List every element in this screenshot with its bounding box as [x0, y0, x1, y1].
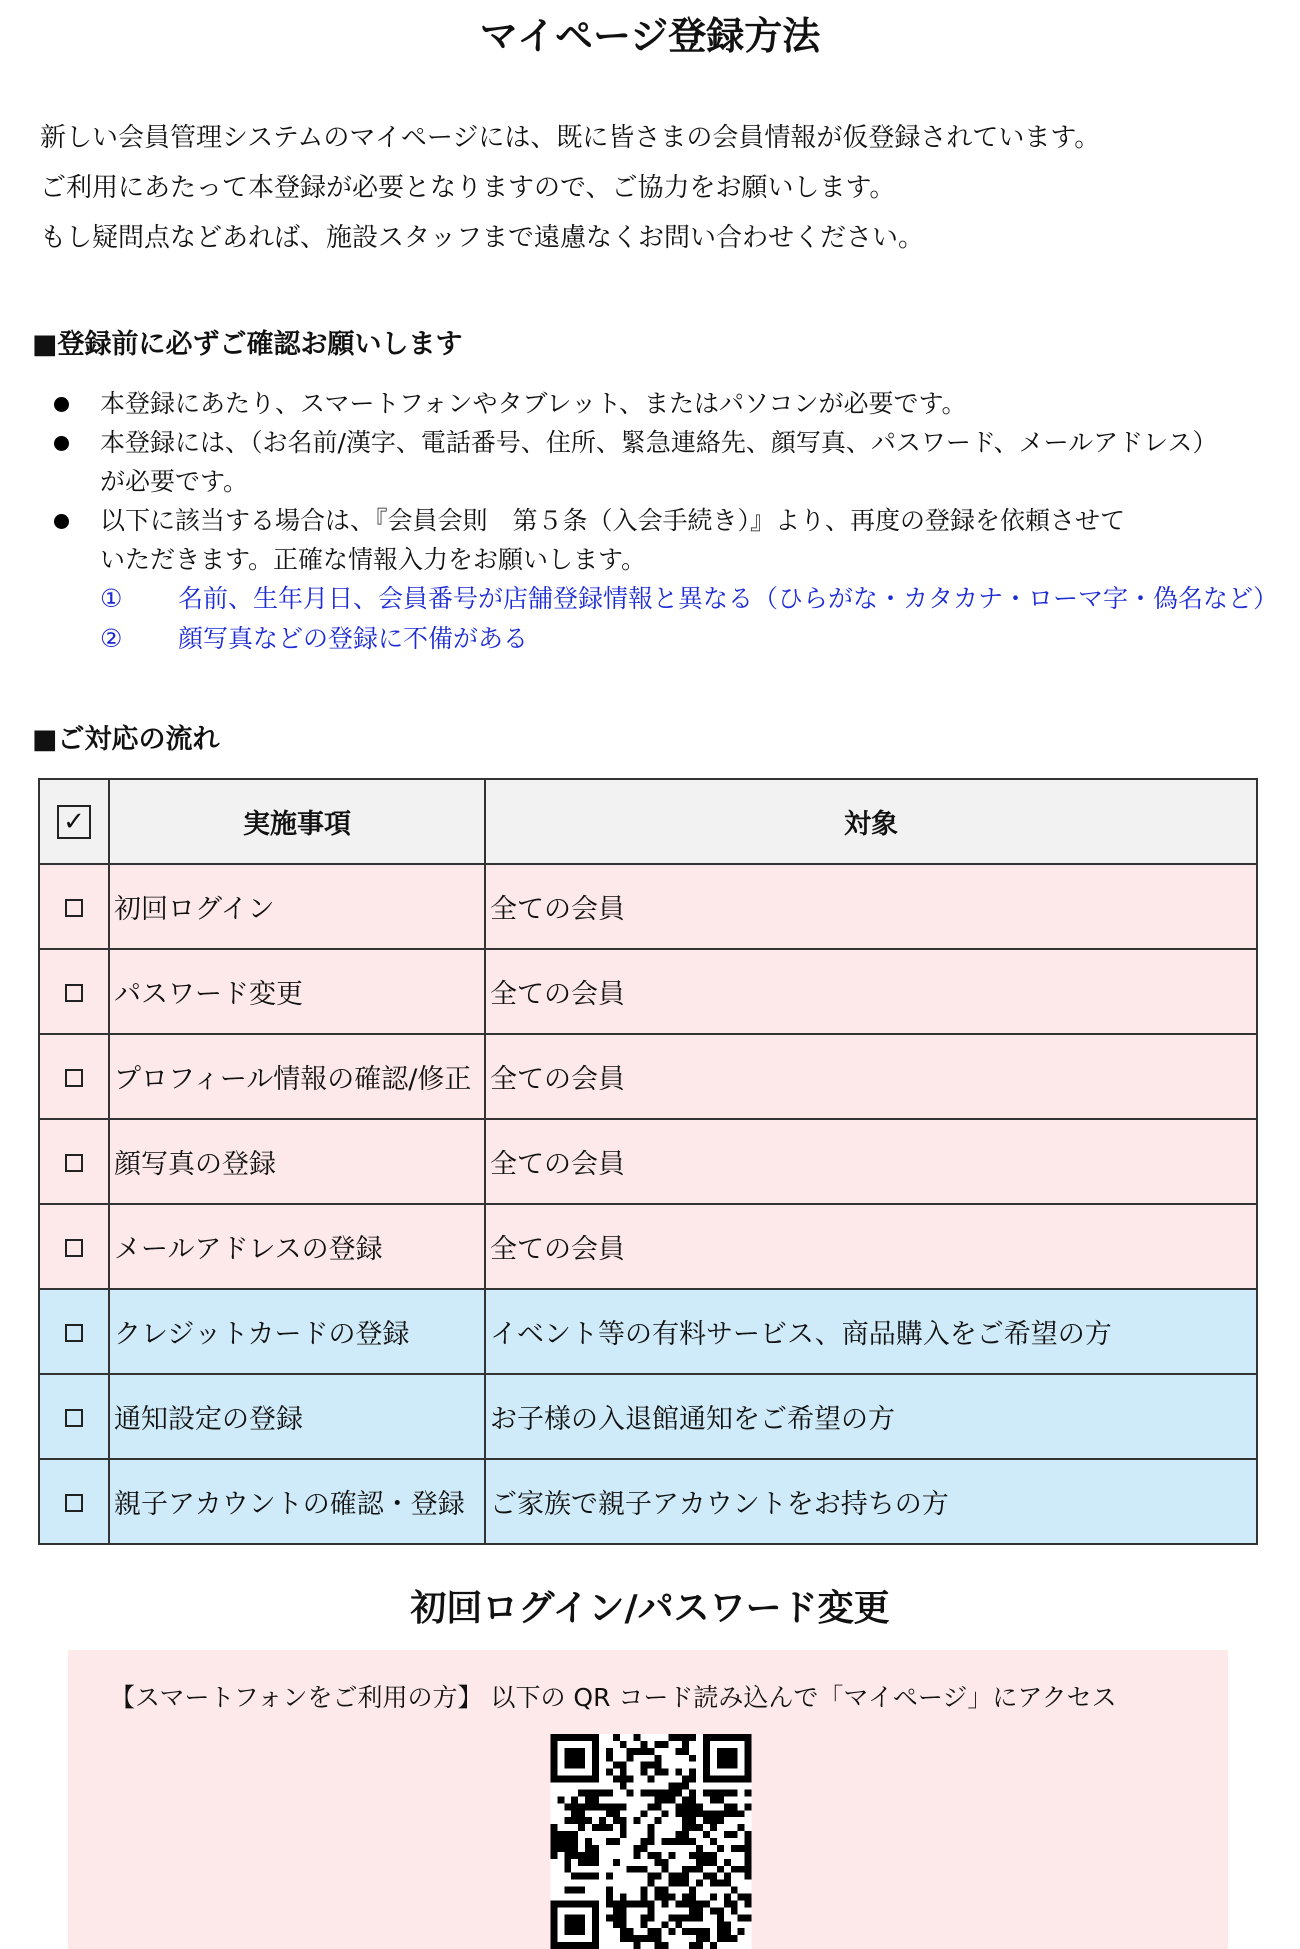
row-target: 全ての会員: [485, 1034, 1257, 1119]
row-check-cell: [39, 864, 109, 949]
row-item: クレジットカードの登録: [109, 1289, 485, 1374]
checkbox-icon[interactable]: [65, 1324, 83, 1342]
row-target: 全ての会員: [485, 1119, 1257, 1204]
login-panel: [68, 1650, 1228, 1949]
intro-text: [40, 113, 1100, 263]
bullet-item: [50, 501, 1270, 579]
login-section-title: 初回ログイン/パスワード変更: [410, 1588, 890, 1629]
row-item: プロフィール情報の確認/修正: [109, 1034, 485, 1119]
sub-item-text: 顔写真などの登録に不備がある: [178, 624, 529, 653]
bullet-line: 本登録にあたり、スマートフォンやタブレット、またはパソコンが必要です。: [100, 389, 967, 418]
sub-item: [50, 579, 1279, 619]
table-row: [39, 1204, 1257, 1289]
row-target: 全ての会員: [485, 864, 1257, 949]
table-row: [39, 1119, 1257, 1204]
row-item: メールアドレスの登録: [109, 1204, 485, 1289]
bullet-dot-icon: [54, 436, 69, 451]
confirm-heading: ■登録前に必ずご確認お願いします: [32, 329, 463, 360]
bullet-line: いただきます。正確な情報入力をお願いします。: [100, 545, 647, 574]
table-row: [39, 1034, 1257, 1119]
row-check-cell: [39, 1374, 109, 1459]
row-check-cell: [39, 1034, 109, 1119]
sub-item-number: ①: [100, 584, 123, 613]
checked-box-icon: ✓: [57, 805, 91, 839]
row-target: 全ての会員: [485, 1204, 1257, 1289]
intro-line: ご利用にあたって本登録が必要となりますので、ご協力をお願いします。: [40, 173, 896, 203]
row-check-cell: [39, 1204, 109, 1289]
header-check-cell: [39, 779, 109, 864]
table-row: [39, 949, 1257, 1034]
row-target: お子様の入退館通知をご希望の方: [485, 1374, 1257, 1459]
row-check-cell: [39, 1459, 109, 1544]
confirm-bullet-list: [50, 384, 1279, 659]
row-item: 通知設定の登録: [109, 1374, 485, 1459]
table-row: [39, 1289, 1257, 1374]
row-item: 親子アカウントの確認・登録: [109, 1459, 485, 1544]
header-item: 実施事項: [109, 779, 485, 864]
intro-line: もし疑問点などあれば、施設スタッフまで遠慮なくお問い合わせください。: [40, 223, 925, 253]
row-item: 初回ログイン: [109, 864, 485, 949]
page-title: マイページ登録方法: [479, 14, 821, 58]
intro-line: 新しい会員管理システムのマイページには、既に皆さまの会員情報が仮登録されています。: [40, 123, 1101, 153]
bullet-dot-icon: [54, 397, 69, 412]
bullet-line: 以下に該当する場合は、『会員会則 第５条（入会手続き）』より、再度の登録を依頼させて: [100, 506, 1126, 535]
bullet-item: [50, 423, 1270, 501]
checkbox-icon[interactable]: [65, 1494, 83, 1512]
bullet-line: 本登録には、（お名前/漢字、電話番号、住所、緊急連絡先、顔写真、パスワード、メールアドレス）: [100, 428, 1218, 457]
row-item: パスワード変更: [109, 949, 485, 1034]
qr-code-icon[interactable]: [550, 1734, 752, 1949]
row-target: 全ての会員: [485, 949, 1257, 1034]
row-check-cell: [39, 949, 109, 1034]
table-row: [39, 1459, 1257, 1544]
table-header-row: [39, 779, 1257, 864]
flow-heading: ■ご対応の流れ: [32, 724, 220, 755]
row-check-cell: [39, 1119, 109, 1204]
bullet-item: [50, 384, 1270, 423]
row-target: ご家族で親子アカウントをお持ちの方: [485, 1459, 1257, 1544]
sub-item-text: 名前、生年月日、会員番号が店舗登録情報と異なる（ひらがな・カタカナ・ローマ字・偽名など）: [178, 584, 1279, 613]
checkbox-icon[interactable]: [65, 1154, 83, 1172]
header-target: 対象: [485, 779, 1257, 864]
bullet-dot-icon: [54, 514, 69, 529]
row-item: 顔写真の登録: [109, 1119, 485, 1204]
checkbox-icon[interactable]: [65, 899, 83, 917]
checkbox-icon[interactable]: [65, 1409, 83, 1427]
row-target: イベント等の有料サービス、商品購入をご希望の方: [485, 1289, 1257, 1374]
sub-item-number: ②: [100, 624, 123, 653]
table-row: [39, 864, 1257, 949]
bullet-line: が必要です。: [100, 467, 249, 496]
checkbox-icon[interactable]: [65, 1069, 83, 1087]
qr-caption: 【スマートフォンをご利用の方】 以下の QR コード読み込んで「マイページ」にアクセス: [110, 1683, 1117, 1712]
checkbox-icon[interactable]: [65, 984, 83, 1002]
checkbox-icon[interactable]: [65, 1239, 83, 1257]
row-check-cell: [39, 1289, 109, 1374]
table-row: [39, 1374, 1257, 1459]
flow-table: [38, 778, 1258, 1545]
sub-item: [50, 619, 1270, 659]
